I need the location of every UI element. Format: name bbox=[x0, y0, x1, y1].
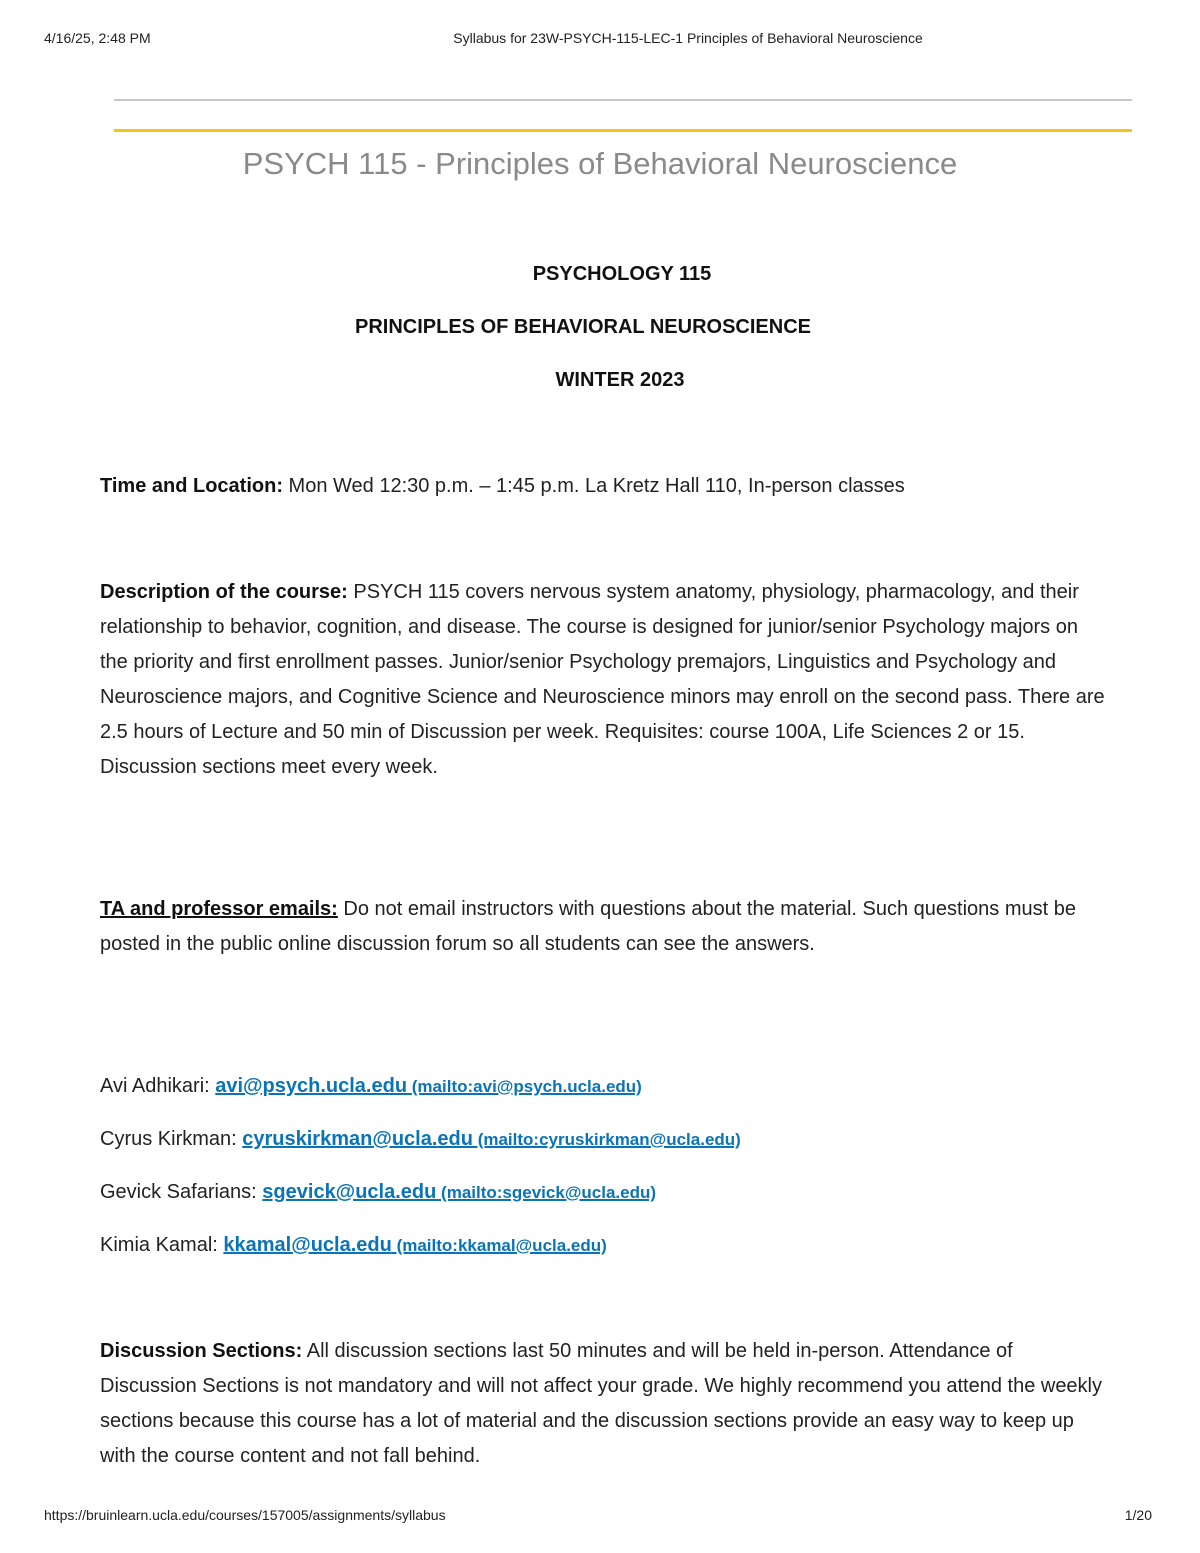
course-description-paragraph bbox=[100, 575, 1110, 785]
contact-name: Gevick Safarians: bbox=[100, 1181, 263, 1203]
discussion-sections-label: Discussion Sections: bbox=[100, 1340, 303, 1362]
divider-gray bbox=[114, 99, 1132, 101]
course-description-text: PSYCH 115 covers nervous system anatomy, physiology, pharmacology, and their relationship to behavior, cognition, and disease. The course is designed for junior/senior Psychology majors on the priority and first enrollment passes. Junior/senior Psychology premajors, Linguistics and Psychology and Neuroscience majors, and Cognitive Science and Neuroscience minors may enroll on the second pass. There are 2.5 hours of Lecture and 50 min of Discussion per week. Requisites: course 100A, Life Sciences 2 or 15. Discussion sections meet every week. bbox=[100, 581, 1105, 778]
divider-gold bbox=[114, 129, 1132, 132]
print-header-title: Syllabus for 23W-PSYCH-115-LEC-1 Principles of Behavioral Neuroscience bbox=[453, 30, 923, 46]
time-location-label: Time and Location: bbox=[100, 475, 283, 497]
page-title: PSYCH 115 - Principles of Behavioral Neuroscience bbox=[242, 146, 958, 181]
mailto-text: (mailto:avi@psych.ucla.edu) bbox=[407, 1077, 642, 1096]
email-address: cyruskirkman@ucla.edu bbox=[242, 1128, 473, 1150]
email-link[interactable] bbox=[262, 1181, 656, 1203]
email-link[interactable] bbox=[215, 1075, 642, 1097]
emails-note-text: Do not email instructors with questions about the material. Such questions must be posted in the public online discussion forum so all students can see the answers. bbox=[100, 898, 1076, 955]
contact-line bbox=[100, 1071, 642, 1102]
mailto-text: (mailto:kkamal@ucla.edu) bbox=[391, 1236, 607, 1255]
mailto-text: (mailto:cyruskirkman@ucla.edu) bbox=[472, 1130, 741, 1149]
course-number-heading: PSYCHOLOGY 115 bbox=[532, 263, 712, 285]
discussion-sections-paragraph bbox=[100, 1334, 1110, 1474]
course-subject-heading: PRINCIPLES OF BEHAVIORAL NEUROSCIENCE bbox=[355, 316, 811, 338]
email-link[interactable] bbox=[242, 1128, 741, 1150]
email-address: avi@psych.ucla.edu bbox=[215, 1075, 408, 1097]
mailto-text: (mailto:sgevick@ucla.edu) bbox=[436, 1183, 657, 1202]
emails-note-paragraph bbox=[100, 892, 1110, 962]
discussion-sections-text: All discussion sections last 50 minutes and will be held in-person. Attendance of Discussion Sections is not mandatory and will not affect your grade. We highly recommend you attend the weekly sections because this course has a lot of material and the discussion sections provide an easy way to keep up with the course content and not fall behind. bbox=[100, 1340, 1103, 1467]
time-location-text: Mon Wed 12:30 p.m. – 1:45 p.m. La Kretz Hall 110, In-person classes bbox=[282, 475, 905, 497]
contact-line bbox=[100, 1124, 741, 1155]
contact-name: Avi Adhikari: bbox=[100, 1075, 216, 1097]
course-description-label: Description of the course: bbox=[100, 581, 348, 603]
email-link[interactable] bbox=[223, 1234, 606, 1256]
emails-note-label: TA and professor emails: bbox=[100, 898, 338, 920]
email-address: kkamal@ucla.edu bbox=[223, 1234, 392, 1256]
course-term-heading: WINTER 2023 bbox=[555, 369, 685, 391]
contact-name: Kimia Kamal: bbox=[100, 1234, 224, 1256]
email-address: sgevick@ucla.edu bbox=[262, 1181, 437, 1203]
contact-line bbox=[100, 1230, 607, 1261]
print-footer-url: https://bruinlearn.ucla.edu/courses/157005/assignments/syllabus bbox=[44, 1507, 446, 1523]
page-number: 1/20 bbox=[1124, 1507, 1152, 1523]
time-location-paragraph bbox=[100, 469, 1110, 504]
print-date: 4/16/25, 2:48 PM bbox=[44, 30, 151, 46]
contact-name: Cyrus Kirkman: bbox=[100, 1128, 243, 1150]
contact-line bbox=[100, 1177, 656, 1208]
